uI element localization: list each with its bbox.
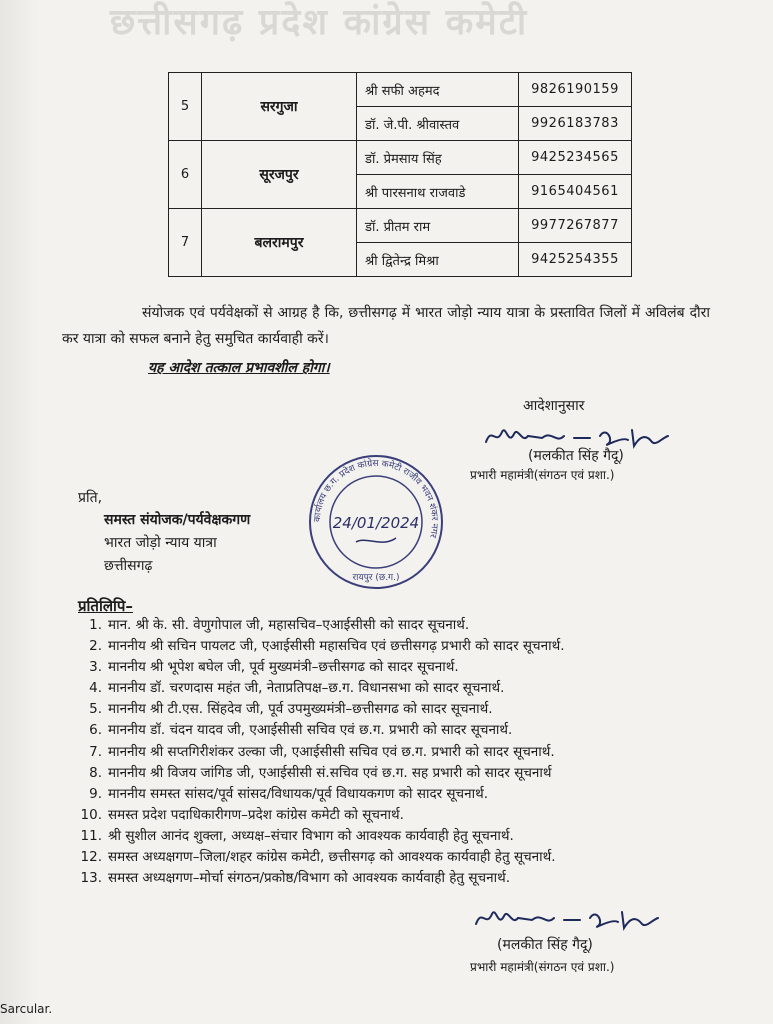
copy-to-item-text: माननीय श्री सप्तगिरीशंकर उल्का जी, एआईसीसी सचिव एवं छ.ग. प्रभारी को सादर सूचनार्थ.: [108, 743, 555, 760]
as-ordered-label: आदेशानुसार: [523, 398, 585, 414]
footer-caption: Sarcular.: [0, 1002, 53, 1016]
copy-to-item: [62, 847, 762, 868]
copy-to-item-text: समस्त अध्यक्षगण–जिला/शहर कांग्रेस कमेटी, छत्तीसगढ़ को आवश्यक कार्यवाही हेतु सूचनार्थ.: [108, 849, 556, 866]
member-phone-cell: 9926183783: [519, 107, 632, 141]
copy-to-item: [62, 657, 762, 678]
member-phone-cell: 9425234565: [519, 141, 632, 175]
copy-to-item-text: माननीय श्री सचिन पायलट जी, एआईसीसी महासचिव एवं छत्तीसगढ़ प्रभारी को सादर सूचनार्थ.: [108, 638, 565, 655]
copy-to-item-number: 2.: [89, 638, 102, 655]
copy-to-item-number: 10.: [80, 806, 102, 823]
member-phone-cell: 9977267877: [519, 209, 632, 243]
table-row: [169, 73, 632, 107]
office-seal-stamp: [306, 452, 446, 592]
table-row: [169, 209, 632, 243]
handwritten-signature-icon: [472, 898, 662, 938]
coordinators-table: [168, 72, 632, 277]
copy-to-item-number: 5.: [89, 701, 102, 718]
signatory-designation: प्रभारी महामंत्री(संगठन एवं प्रशा.): [470, 960, 615, 974]
serial-cell: 7: [169, 209, 202, 277]
seal-ring-text: कार्यालय छ.ग. प्रदेश कांग्रेस कमेटी राजीव भवन शंकर नगर: [312, 458, 440, 539]
copy-to-item-number: 7.: [89, 743, 102, 760]
copy-to-item: [62, 720, 762, 741]
copy-to-item-text: माननीय डॉ. चंदन यादव जी, एआईसीसी सचिव एवं छ.ग. प्रभारी को सादर सूचनार्थ.: [108, 722, 513, 739]
serial-cell: 6: [169, 141, 202, 209]
member-phone-cell: 9425254355: [519, 243, 632, 277]
copy-to-item: [62, 636, 762, 657]
request-paragraph: संयोजक एवं पर्यवेक्षकों से आग्रह है कि, छत्तीसगढ़ में भारत जोड़ो न्याय यात्रा के प्रस्तावित जिलों में अविलंब दौरा कर यात्रा को सफल बनाने हेतु समुचित कार्यवाही करें।: [62, 305, 710, 347]
serial-cell: 5: [169, 73, 202, 141]
copy-to-item: [62, 678, 762, 699]
member-name-cell: श्री द्वितेन्द्र मिश्रा: [357, 243, 519, 277]
recipient-label: प्रति,: [78, 490, 103, 506]
copy-to-item: [62, 699, 762, 720]
recipient-line: छत्तीसगढ़: [104, 558, 153, 574]
scan-edge-shadow: [0, 0, 38, 1024]
member-name-cell: श्री सफी अहमद: [357, 73, 519, 107]
signatory-designation: प्रभारी महामंत्री(संगठन एवं प्रशा.): [470, 468, 615, 482]
copy-to-list: [62, 615, 762, 889]
copy-to-item: [62, 763, 762, 784]
signatory-name: (मलकीत सिंह गैदू): [497, 937, 593, 953]
member-name-cell: श्री पारसनाथ राजवाडे: [357, 175, 519, 209]
copy-to-item-text: माननीय समस्त सांसद/पूर्व सांसद/विधायक/पूर्व विधायकगण को सादर सूचनार्थ.: [108, 785, 489, 802]
copy-to-item-number: 1.: [89, 617, 102, 633]
copy-to-item-text: माननीय श्री विजय जांगिड जी, एआईसीसी सं.सचिव एवं छ.ग. सह प्रभारी को सादर सूचनार्थ: [108, 764, 552, 781]
recipient-line: भारत जोड़ो न्याय यात्रा: [104, 535, 217, 551]
copy-to-item-number: 9.: [89, 785, 102, 802]
order-effective-note: यह आदेश तत्काल प्रभावशील होगा।: [148, 360, 330, 376]
copy-to-item-text: समस्त अध्यक्षगण–मोर्चा संगठन/प्रकोष्ठ/विभाग को आवश्यक कार्यवाही हेतु सूचनार्थ.: [108, 870, 511, 887]
seal-date: 24/01/2024: [332, 514, 420, 532]
copy-to-item-number: 3.: [89, 659, 102, 676]
recipient-line: समस्त संयोजक/पर्यवेक्षकगण: [104, 512, 251, 528]
copy-to-item-number: 8.: [89, 764, 102, 781]
copy-to-item: [62, 615, 762, 636]
member-phone-cell: 9826190159: [519, 73, 632, 107]
bleed-through-letterhead: छत्तीसगढ़ प्रदेश कांग्रेस कमेटी: [110, 2, 529, 43]
table-row: [169, 141, 632, 175]
seal-city: रायपुर (छ.ग.): [352, 573, 400, 583]
signatory-name: (मलकीत सिंह गैदू): [528, 448, 624, 464]
copy-to-item-number: 11.: [80, 827, 102, 844]
copy-to-item-number: 6.: [89, 722, 102, 739]
copy-to-item: [62, 805, 762, 826]
copy-to-item: [62, 826, 762, 847]
copy-to-item-text: माननीय डॉ. चरणदास महंत जी, नेताप्रतिपक्ष–छ.ग. विधानसभा को सादर सूचनार्थ.: [108, 680, 505, 697]
district-cell: बलरामपुर: [202, 209, 357, 277]
copy-to-title: प्रतिलिपि–: [78, 597, 133, 615]
copy-to-item-text: मान. श्री के. सी. वेणुगोपाल जी, महासचिव–एआईसीसी को सादर सूचनार्थ.: [108, 617, 470, 633]
copy-to-item-text: माननीय श्री टी.एस. सिंहदेव जी, पूर्व उपमुख्यमंत्री–छत्तीसगढ को सादर सूचनार्थ.: [108, 701, 493, 718]
copy-to-item: [62, 868, 762, 889]
member-name-cell: डॉ. प्रीतम राम: [357, 209, 519, 243]
member-name-cell: डॉ. जे.पी. श्रीवास्तव: [357, 107, 519, 141]
copy-to-item-text: समस्त प्रदेश पदाधिकारीगण–प्रदेश कांग्रेस कमेटी को सूचनार्थ.: [108, 806, 404, 823]
copy-to-item-text: माननीय श्री भूपेश बघेल जी, पूर्व मुख्यमंत्री–छत्तीसगढ को सादर सूचनार्थ.: [108, 659, 459, 676]
copy-to-item-text: श्री सुशील आनंद शुक्ला, अध्यक्ष–संचार विभाग को आवश्यक कार्यवाही हेतु सूचनार्थ.: [108, 827, 514, 844]
copy-to-item-number: 12.: [80, 849, 102, 866]
member-phone-cell: 9165404561: [519, 175, 632, 209]
copy-to-item: [62, 742, 762, 763]
copy-to-item-number: 4.: [89, 680, 102, 697]
copy-to-item-number: 13.: [80, 870, 102, 887]
member-name-cell: डॉ. प्रेमसाय सिंह: [357, 141, 519, 175]
district-cell: सरगुजा: [202, 73, 357, 141]
district-cell: सूरजपुर: [202, 141, 357, 209]
copy-to-item: [62, 784, 762, 805]
